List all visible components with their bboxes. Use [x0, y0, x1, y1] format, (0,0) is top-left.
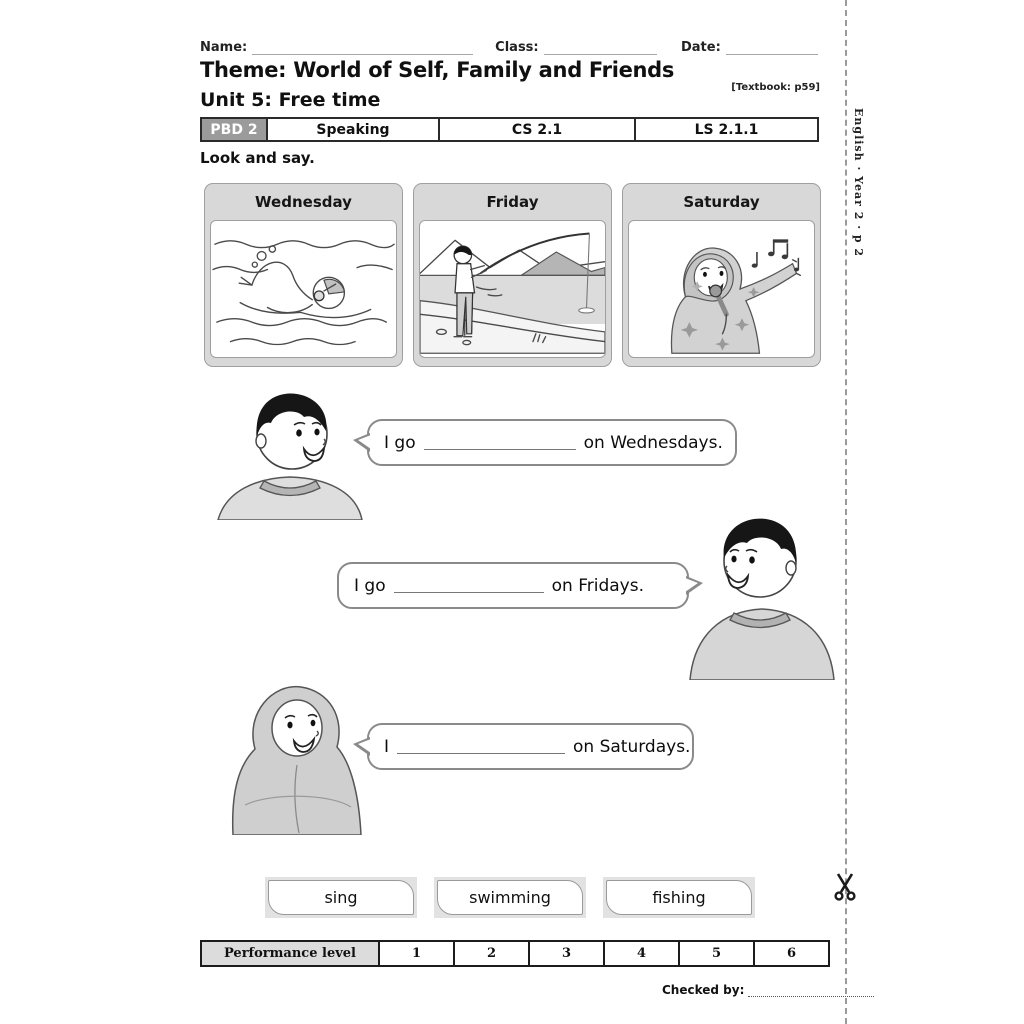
boy-character-1: [212, 384, 364, 520]
bubble-suffix: on Fridays.: [551, 575, 644, 596]
fill-in-blank: [397, 740, 565, 754]
word-bank: [265, 877, 755, 918]
checked-by-dotted-line: [748, 985, 874, 997]
theme-title: Theme: World of Self, Family and Friends: [200, 58, 675, 82]
picture-card-saturday: [622, 183, 821, 367]
date-label: Date:: [680, 40, 721, 55]
day-caption: Friday: [486, 193, 539, 211]
performance-level-6: 6: [753, 942, 828, 965]
pbd-skill-cell: Speaking: [266, 119, 438, 140]
performance-level-3: 3: [528, 942, 603, 965]
name-blank-line: [252, 42, 473, 55]
word-card-sing: sing: [265, 877, 417, 918]
word-card-swimming: swimming: [434, 877, 586, 918]
bubble-suffix: on Wednesdays.: [583, 432, 723, 453]
speech-bubble-wednesday: [367, 419, 737, 466]
class-label: Class:: [495, 40, 539, 55]
performance-level-5: 5: [678, 942, 753, 965]
textbook-reference: [Textbook: p59]: [731, 82, 820, 93]
speech-bubble-saturday: [367, 723, 694, 770]
boy-fishing-illustration: [419, 220, 606, 358]
scissors-icon: [831, 872, 859, 902]
day-caption: Wednesday: [255, 193, 352, 211]
fill-in-blank: [394, 579, 544, 593]
unit-title: Unit 5: Free time: [200, 89, 381, 111]
bubble-prefix: I: [384, 736, 390, 757]
pbd-learning-standard-cell: LS 2.1.1: [634, 119, 817, 140]
checked-by-label: Checked by:: [662, 983, 745, 997]
performance-level-2: 2: [453, 942, 528, 965]
performance-label-cell: Performance level: [202, 942, 378, 965]
performance-level-4: 4: [603, 942, 678, 965]
cut-dashed-line: [845, 0, 847, 1024]
bubble-prefix: I go: [384, 432, 416, 453]
word-card-fishing: fishing: [603, 877, 755, 918]
performance-level-1: 1: [378, 942, 453, 965]
name-class-date-row: [200, 40, 818, 55]
girl-singing-illustration: [628, 220, 815, 358]
speech-bubble-friday: [337, 562, 689, 609]
bubble-prefix: I go: [354, 575, 386, 596]
performance-level-table: [200, 940, 830, 967]
picture-card-friday: [413, 183, 612, 367]
task-instruction: Look and say.: [200, 149, 315, 167]
picture-card-wednesday: [204, 183, 403, 367]
boy-character-2: [688, 507, 836, 680]
pbd-content-standard-cell: CS 2.1: [438, 119, 634, 140]
side-page-label: English · Year 2 · p 2: [852, 108, 865, 258]
checked-by-row: [662, 983, 874, 997]
day-caption: Saturday: [683, 193, 760, 211]
date-blank-line: [726, 42, 818, 55]
bubble-suffix: on Saturdays.: [573, 736, 691, 757]
boy-swimming-illustration: [210, 220, 397, 358]
picture-card-row: [204, 183, 822, 367]
fill-in-blank: [424, 436, 576, 450]
name-label: Name:: [200, 40, 248, 55]
pbd-code-badge: PBD 2: [202, 119, 266, 140]
girl-character: [209, 673, 365, 835]
pbd-strip: [200, 117, 819, 142]
class-blank-line: [544, 42, 657, 55]
